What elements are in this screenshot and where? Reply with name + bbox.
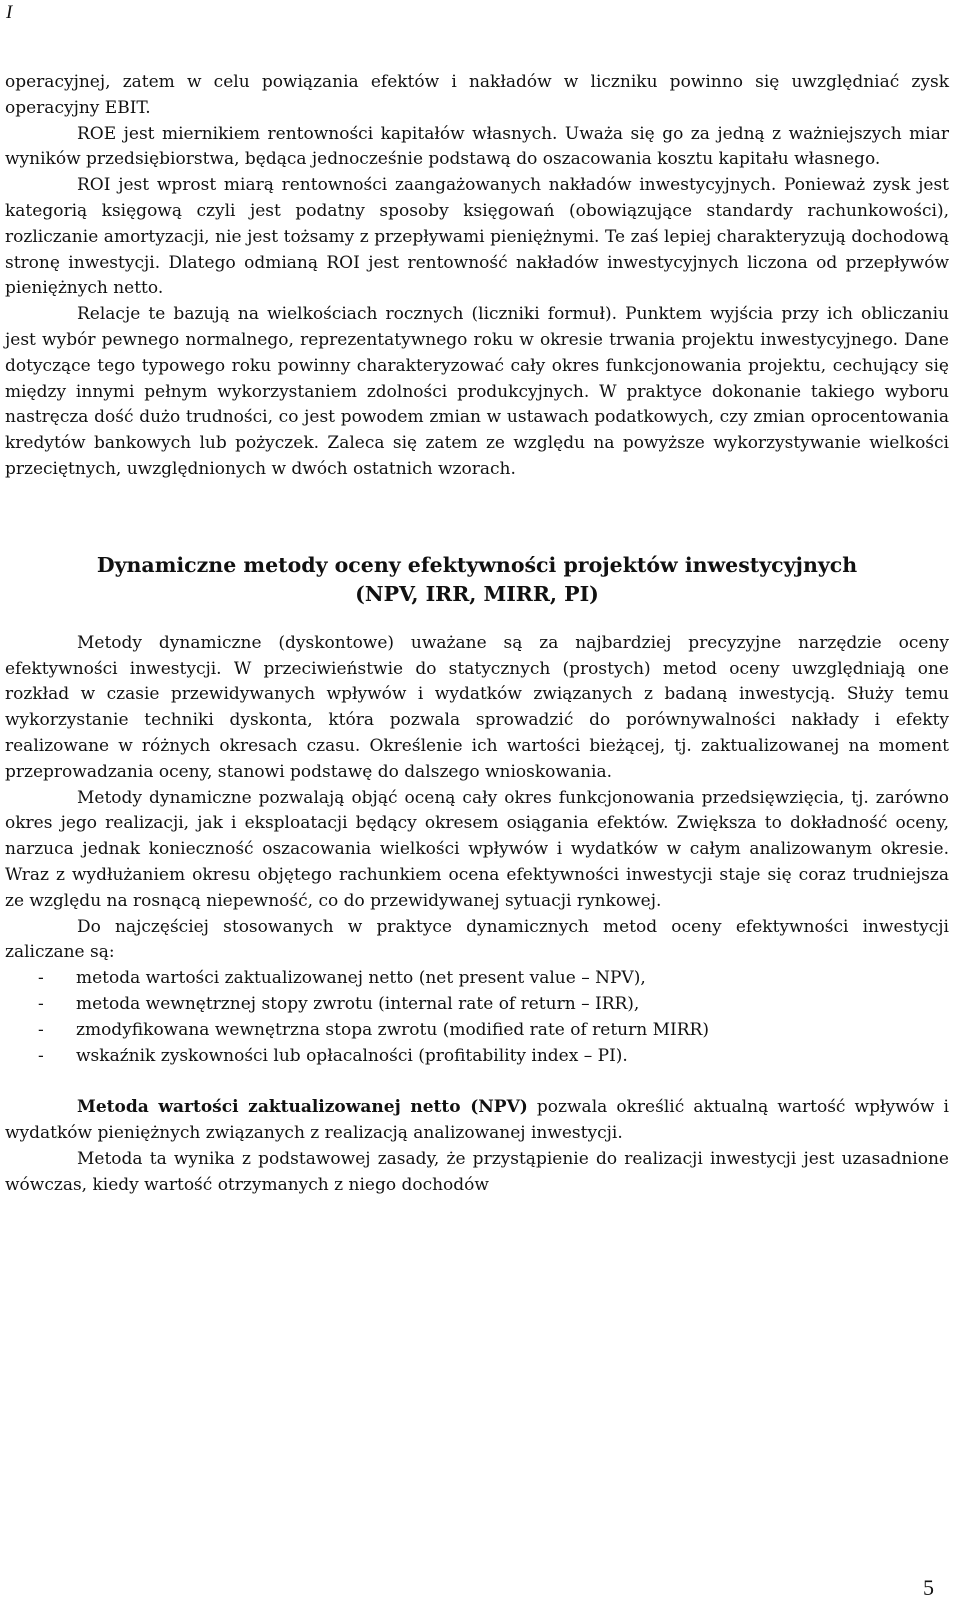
paragraph-dynamic-methods: Metody dynamiczne (dyskontowe) uważane są za najbardziej precyzyjne narzędzie oceny efektywności inwestycji. W przeciwieństwie do statycznych (prostych) metod oceny uwzględniają one rozkład w czasie przewidywanych wpływów i wydatków związanych z badaną inwestycją. Służy temu wykorzystanie techniki dyskonta, która pozwala sprowadzić do porównywalności nakłady i efekty realizowane w różnych okresach czasu. Określenie ich wartości bieżącej, tj. zaktualizowanej na moment przeprowadzania oceny, stanowi podstawę do dalszego wnioskowania. [5,632,949,782]
section-heading [5,551,949,609]
npv-bold-lead: Metoda wartości zaktualizowanej netto (NPV) [77,1097,528,1118]
list-item-text: zmodyfikowana wewnętrzna stopa zwrotu (modified rate of return MIRR) [76,1019,709,1040]
paragraph-npv-principle: Metoda ta wynika z podstawowej zasady, że przystąpienie do realizacji inwestycji jest uzasadnione wówczas, kiedy wartość otrzymanych z niego dochodów [5,1148,949,1195]
list-dash: - [38,1019,44,1040]
list-dash: - [38,1045,44,1066]
section-heading-line2: (NPV, IRR, MIRR, PI) [355,581,599,606]
paragraph-npv-definition [5,1095,949,1147]
paragraph-methods-intro: Do najczęściej stosowanych w praktyce dynamicznych metod oceny efektywności inwestycji zaliczane są: [5,916,949,963]
spacer [5,1069,949,1095]
list-item [5,966,949,992]
list-dash: - [38,968,44,989]
paragraph-ebit: operacyjnej, zatem w celu powiązania efektów i nakładów w liczniku powinno się uwzględniać zysk operacyjny EBIT. [5,72,949,118]
list-item-text: metoda wewnętrznej stopy zwrotu (internal rate of return – IRR), [76,993,640,1014]
methods-list [5,966,949,1069]
corner-mark: I [6,2,13,23]
document-page [5,70,949,1198]
npv-lead-rest: pozwala określić aktualną wartość wpływów i wydatków pieniężnych związanych z realizacją analizowanej inwestycji. [5,1097,949,1144]
paragraph-annual-relations: Relacje te bazują na wielkościach rocznych (liczniki formuł). Punktem wyjścia przy ich obliczaniu jest wybór pewnego normalnego, reprezentatywnego roku w okresie trwania projektu inwestycyjnego. Dane dotyczące tego typowego roku powinny charakteryzować cały okres funkcjonowania projektu, cechujący się między innymi pełnym wykorzystaniem zdolności produkcyjnych. W praktyce dokonanie takiego wyboru nastręcza dość dużo trudności, co jest powodem zmian w ustawach podatkowych, czy zmian oprocentowania kredytów bankowych lub pożyczek. Zaleca się zatem ze względu na powyższe wykorzystywanie wielkości przeciętnych, uwzględnionych w dwóch ostatnich wzorach. [5,304,949,479]
list-item [5,1044,949,1070]
paragraph-roi: ROI jest wprost miarą rentowności zaangażowanych nakładów inwestycyjnych. Ponieważ zysk jest kategorią księgową czyli jest podatny sposoby księgowań (obowiązujące standardy rachunkowości), rozliczanie amortyzacji, nie jest tożsamy z przepływami pieniężnymi. Te zaś lepiej charakteryzują dochodową stronę inwestycji. Dlatego odmianą ROI jest rentowność nakładów inwestycyjnych liczona od przepływów pieniężnych netto. [5,175,949,299]
paragraph-roe: ROE jest miernikiem rentowności kapitałów własnych. Uważa się go za jedną z ważniejszych miar wyników przedsiębiorstwa, będąca jednocześnie podstawą do oszacowania kosztu kapitału własnego. [5,123,949,170]
list-item-text: wskaźnik zyskowności lub opłacalności (profitability index – PI). [76,1045,628,1066]
list-item [5,1018,949,1044]
list-item [5,992,949,1018]
page-number: 5 [923,1575,934,1600]
section-heading-line1: Dynamiczne metody oceny efektywności projektów inwestycyjnych [96,552,858,577]
list-item-text: metoda wartości zaktualizowanej netto (net present value – NPV), [76,968,646,989]
list-dash: - [38,993,44,1014]
paragraph-dynamic-scope: Metody dynamiczne pozwalają objąć oceną cały okres funkcjonowania przedsięwzięcia, tj. zarówno okres jego realizacji, jak i eksploatacji będący okresem osiągania efektów. Zwiększa to dokładność oceny, narzuca jednak konieczność oszacowania wielkości wpływów i wydatków w całym analizowanym okresie. Wraz z wydłużaniem okresu objętego rachunkiem ocena efektywności inwestycji staje się coraz trudniejsza ze względu na rosnącą niepewność, co do przewidywanej sytuacji rynkowej. [5,787,949,911]
